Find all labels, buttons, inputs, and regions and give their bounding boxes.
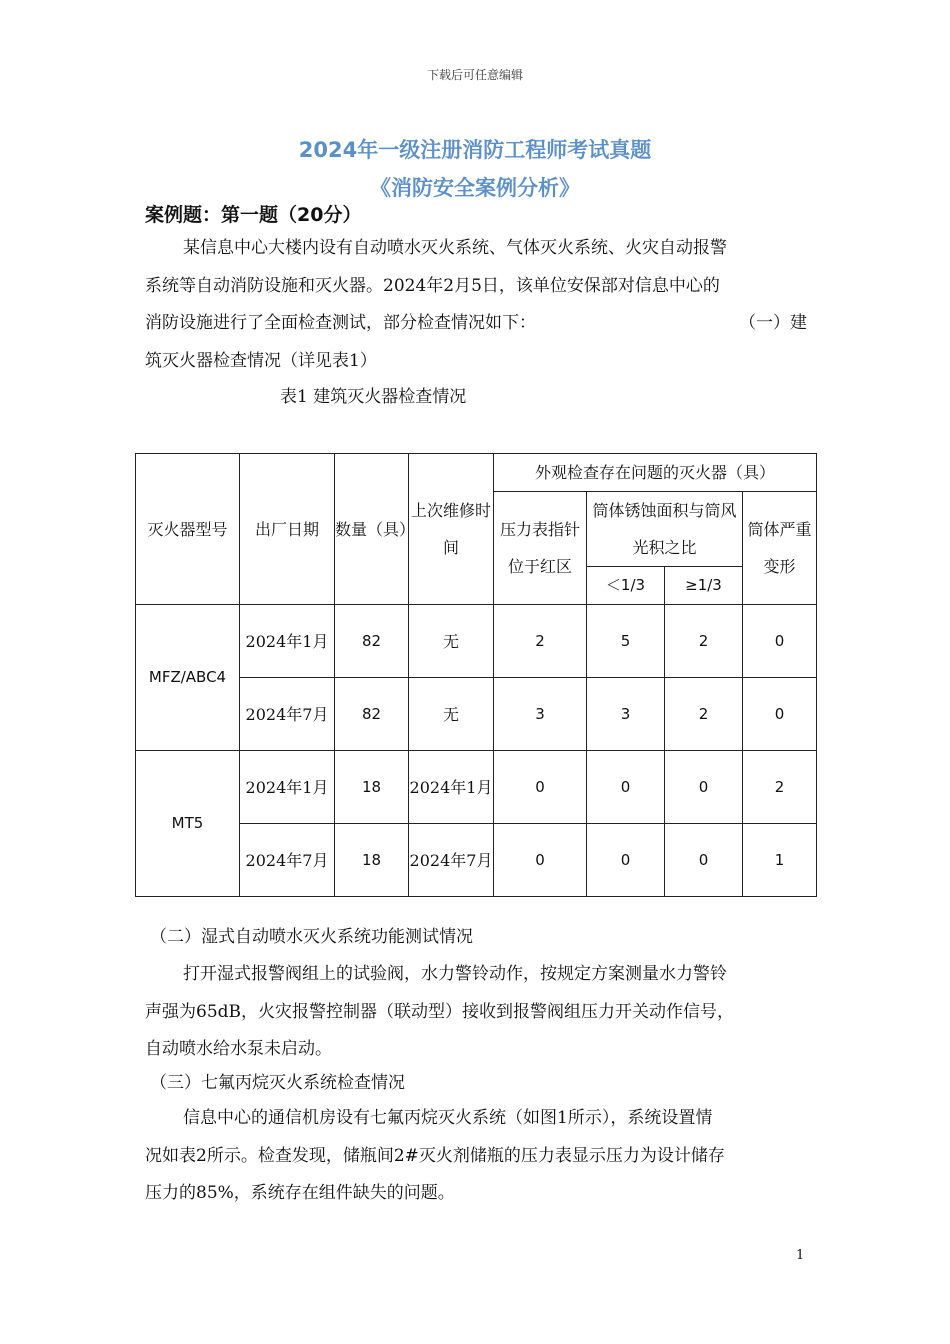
cell-pressure: 3 [494, 678, 587, 751]
header-pressure: 压力表指针位于红区 [494, 492, 587, 605]
cell-quantity: 82 [335, 678, 409, 751]
cell-pressure: 0 [494, 824, 587, 897]
paragraph-line: 自动喷水给水泵未启动。 [145, 1039, 332, 1059]
header-rust-less: ＜1/3 [587, 567, 665, 605]
section3-paragraph [145, 1100, 807, 1213]
header-rust-greater: ≥1/3 [665, 567, 743, 605]
cell-rust-greater: 2 [665, 678, 743, 751]
header-quantity: 数量（具） [335, 454, 409, 605]
case-heading: 案例题：第一题（20分） [145, 204, 362, 226]
cell-date: 2024年7月 [240, 824, 335, 897]
cell-rust-less: 0 [587, 751, 665, 824]
cell-rust-greater: 0 [665, 751, 743, 824]
paragraph-line: 声强为65dB，火灾报警控制器（联动型）接收到报警阀组压力开关动作信号， [145, 1001, 735, 1022]
header-note: 下载后可任意编辑 [426, 68, 523, 82]
paragraph-line [145, 305, 807, 343]
cell-deformation: 0 [743, 678, 817, 751]
cell-rust-greater: 0 [665, 824, 743, 897]
cell-quantity: 82 [335, 605, 409, 678]
cell-date: 2024年1月 [240, 751, 335, 824]
intro-paragraph [145, 230, 807, 380]
cell-pressure: 2 [494, 605, 587, 678]
cell-maintenance: 无 [409, 678, 494, 751]
cell-maintenance: 2024年1月 [409, 751, 494, 824]
header-appearance-group: 外观检查存在问题的灭火器（具） [494, 454, 817, 492]
paragraph-line: 况如表2所示。检查发现，储瓶间2#灭火剂储瓶的压力表显示压力为设计储存 [145, 1145, 725, 1166]
paragraph-line: 打开湿式报警阀组上的试验阀，水力警铃动作，按规定方案测量水力警铃 [183, 964, 727, 984]
paragraph-line: 系统等自动消防设施和灭火器。2024年2月5日，该单位安保部对信息中心的 [145, 275, 720, 296]
paragraph-line-part: 消防设施进行了全面检查测试，部分检查情况如下： [145, 313, 536, 333]
subsection-heading-3: （三）七氟丙烷灭火系统检查情况 [150, 1073, 405, 1093]
header-model: 灭火器型号 [136, 454, 240, 605]
cell-deformation: 0 [743, 605, 817, 678]
header-date: 出厂日期 [240, 454, 335, 605]
cell-deformation: 1 [743, 824, 817, 897]
cell-pressure: 0 [494, 751, 587, 824]
table-caption: 表1 建筑灭火器检查情况 [280, 387, 467, 407]
document-subtitle: 《消防安全案例分析》 [370, 176, 580, 200]
header-maintenance: 上次维修时间 [409, 454, 494, 605]
subsection-heading-2: （二）湿式自动喷水灭火系统功能测试情况 [150, 927, 473, 947]
cell-rust-greater: 2 [665, 605, 743, 678]
table-row [136, 605, 817, 678]
page-number: 1 [796, 1248, 805, 1263]
paragraph-line: 某信息中心大楼内设有自动喷水灭火系统、气体灭火系统、火灾自动报警 [183, 238, 727, 258]
cell-maintenance: 2024年7月 [409, 824, 494, 897]
header-deformation: 筒体严重变形 [743, 492, 817, 605]
cell-rust-less: 5 [587, 605, 665, 678]
paragraph-line: 信息中心的通信机房设有七氟丙烷灭火系统（如图1所示），系统设置情 [183, 1108, 713, 1128]
paragraph-line: 压力的85%，系统存在组件缺失的问题。 [145, 1183, 455, 1203]
cell-quantity: 18 [335, 751, 409, 824]
paragraph-line: 筑灭火器检查情况（详见表1） [145, 350, 377, 371]
subsection-heading-1: （一）建 [739, 313, 807, 333]
section2-paragraph [145, 956, 807, 1069]
cell-model: MFZ/ABC4 [136, 605, 240, 751]
cell-rust-less: 3 [587, 678, 665, 751]
cell-quantity: 18 [335, 824, 409, 897]
header-rust: 筒体锈蚀面积与筒风光积之比 [587, 492, 743, 567]
cell-deformation: 2 [743, 751, 817, 824]
extinguisher-table [135, 453, 817, 897]
table-row [136, 751, 817, 824]
cell-date: 2024年7月 [240, 678, 335, 751]
cell-maintenance: 无 [409, 605, 494, 678]
cell-date: 2024年1月 [240, 605, 335, 678]
document-title: 2024年一级注册消防工程师考试真题 [298, 138, 652, 162]
cell-rust-less: 0 [587, 824, 665, 897]
cell-model: MT5 [136, 751, 240, 897]
